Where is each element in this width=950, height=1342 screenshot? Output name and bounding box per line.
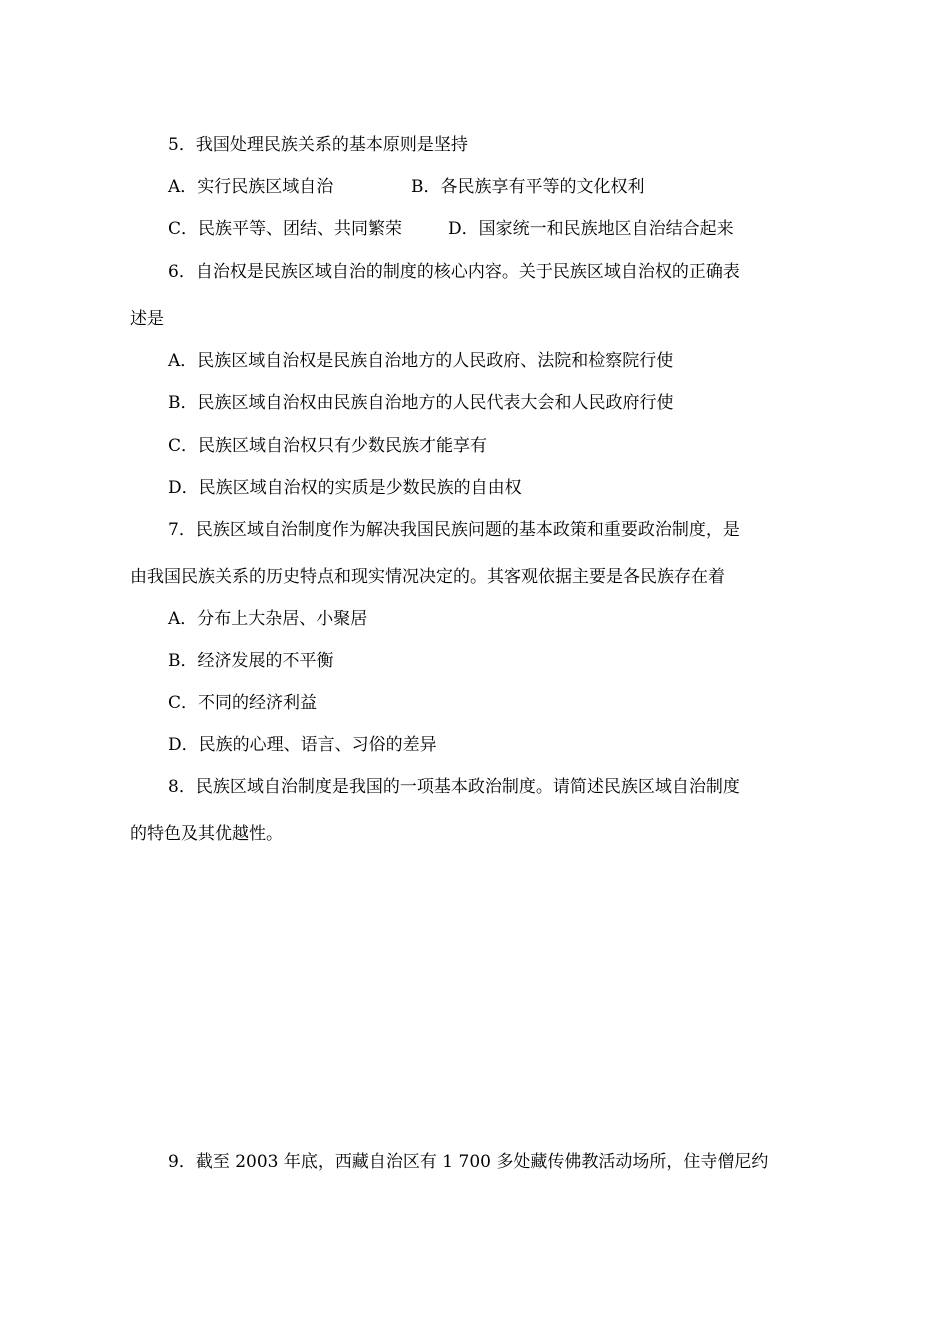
q6-option-a: A．民族区域自治权是民族自治地方的人民政府、法院和检察院行使 [168, 351, 674, 371]
q6-stem-line1: 6．自治权是民族区域自治的制度的核心内容。关于民族区域自治权的正确表 [168, 262, 740, 282]
q7-option-d: D．民族的心理、语言、习俗的差异 [168, 735, 437, 755]
q6-option-b: B．民族区域自治权由民族自治地方的人民代表大会和人民政府行使 [168, 393, 674, 413]
q5-option-b: B．各民族享有平等的文化权利 [411, 177, 645, 197]
q7-stem-line1: 7．民族区域自治制度作为解决我国民族问题的基本政策和重要政治制度，是 [168, 520, 740, 540]
q5-option-a: A．实行民族区域自治 [168, 177, 334, 197]
q8-stem-line2: 的特色及其优越性。 [130, 824, 283, 844]
q8-stem-line1: 8．民族区域自治制度是我国的一项基本政治制度。请简述民族区域自治制度 [168, 777, 740, 797]
q6-option-d: D．民族区域自治权的实质是少数民族的自由权 [168, 478, 522, 498]
q5-option-c: C．民族平等、团结、共同繁荣 [168, 219, 403, 239]
q6-stem-line2: 述是 [130, 309, 164, 329]
q5-option-d: D．国家统一和民族地区自治结合起来 [448, 219, 734, 239]
q6-option-c: C．民族区域自治权只有少数民族才能享有 [168, 436, 488, 456]
q5-options-row1 [168, 176, 645, 198]
q7-option-a: A．分布上大杂居、小聚居 [168, 609, 368, 629]
q7-option-b: B．经济发展的不平衡 [168, 651, 334, 671]
q7-option-c: C．不同的经济利益 [168, 693, 318, 713]
q9-stem-line1: 9．截至 2003 年底，西藏自治区有 1 700 多处藏传佛教活动场所，住寺僧尼约 [168, 1152, 769, 1172]
q5-stem: 5．我国处理民族关系的基本原则是坚持 [168, 135, 468, 155]
q5-options-row2 [168, 218, 734, 240]
q7-stem-line2: 由我国民族关系的历史特点和现实情况决定的。其客观依据主要是各民族存在着 [130, 567, 725, 587]
